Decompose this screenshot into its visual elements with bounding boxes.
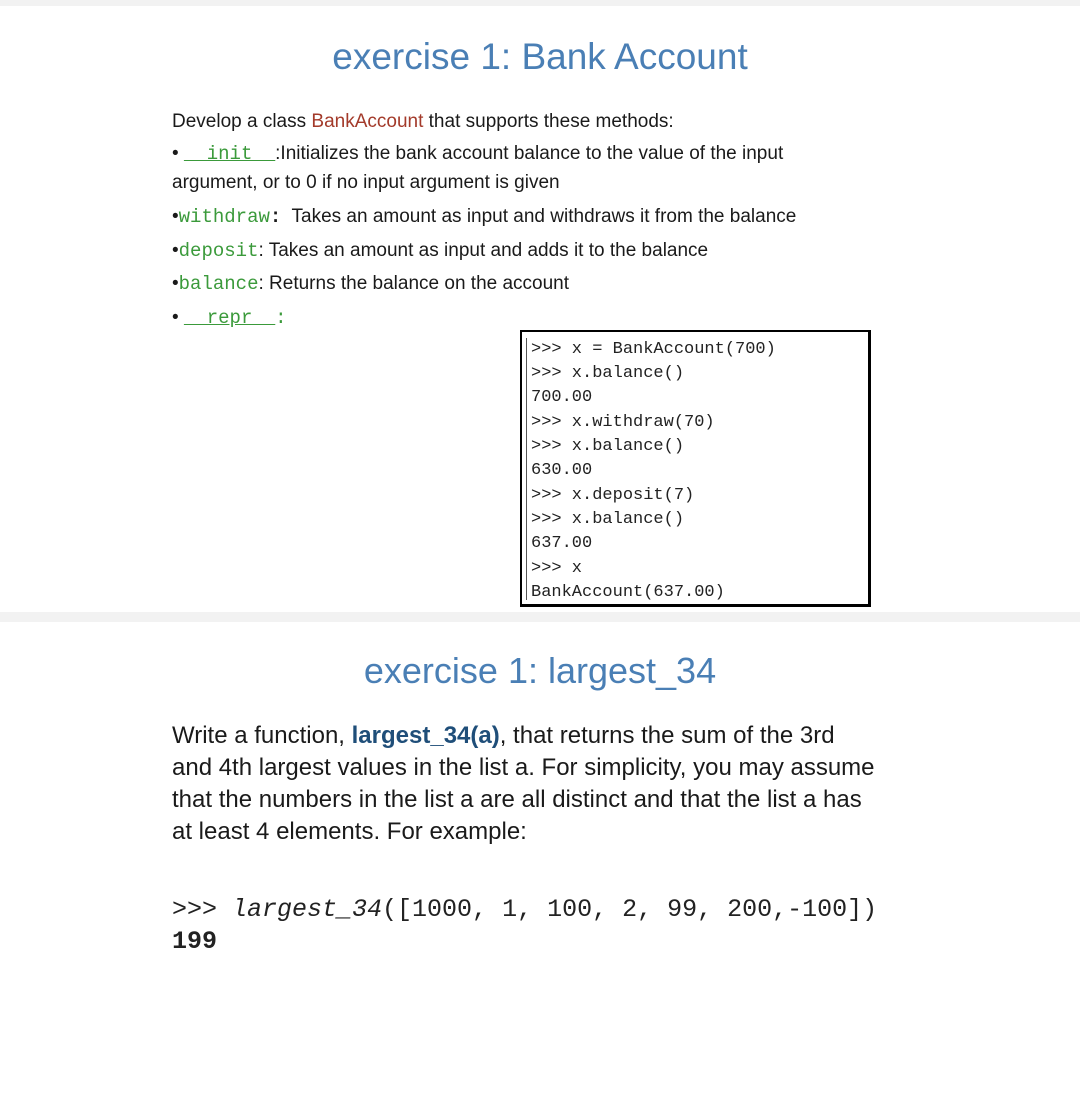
paragraph-line-4: at least 4 elements. For example: [172, 818, 527, 845]
method-desc: Takes an amount as input and adds it to the balance [263, 240, 709, 261]
code-example-inner [526, 338, 868, 600]
slide-title: exercise 1: Bank Account [332, 36, 748, 77]
code-line: 630.00 [531, 461, 593, 480]
para-suffix: , that returns the sum of the 3rd [499, 722, 835, 749]
example-result: 199 [172, 927, 218, 956]
class-name: BankAccount [311, 111, 424, 132]
paragraph-line-3: that the numbers in the list a are all distinct and that the list a has [172, 786, 862, 813]
intro-prefix: Develop a class [172, 111, 312, 132]
code-line: 637.00 [531, 534, 593, 553]
bullet: • [172, 143, 179, 164]
code-line: >>> x.withdraw(70) [531, 413, 715, 432]
method-init [172, 143, 783, 165]
method-desc: :Initializes the bank account balance to the value of the input [275, 143, 784, 164]
code-line: BankAccount(637.00) [531, 583, 725, 602]
code-line: >>> x = BankAccount(700) [531, 340, 776, 359]
example-prompt: >>> [172, 895, 233, 924]
paragraph-line-1 [172, 720, 835, 752]
code-line: >>> x.balance() [531, 364, 685, 383]
example-function: largest_34 [232, 895, 383, 924]
method-withdraw [172, 206, 796, 228]
intro-line [172, 111, 674, 133]
method-name-withdraw: withdraw [178, 206, 270, 228]
slide-bank-account [0, 6, 1080, 612]
code-line: >>> x.balance() [531, 437, 685, 456]
example-call [172, 895, 877, 924]
para-prefix: Write a function, [172, 722, 352, 749]
code-example-box [520, 330, 871, 607]
method-name-deposit: deposit [178, 240, 259, 262]
method-sep: : [258, 273, 264, 294]
bullet: • [172, 206, 179, 227]
example-args: ([1000, 1, 100, 2, 99, 200,-100]) [382, 895, 878, 924]
function-name: largest_34(a) [351, 722, 500, 749]
method-name-balance: balance [178, 273, 259, 295]
method-sep: : [269, 206, 282, 228]
code-line: 700.00 [531, 388, 593, 407]
code-line: >>> x [531, 559, 583, 578]
method-sep: : [258, 240, 264, 261]
method-name-init: __init__ [183, 143, 276, 165]
paragraph-line-2: and 4th largest values in the list a. For simplicity, you may assume [172, 754, 875, 781]
bullet: • [172, 273, 179, 294]
method-sep: : [275, 307, 287, 329]
bullet: • [172, 307, 179, 328]
method-init-continuation: argument, or to 0 if no input argument is given [172, 172, 560, 193]
intro-suffix: that supports these methods: [423, 111, 674, 132]
slide-title: exercise 1: largest_34 [363, 650, 717, 691]
method-repr [172, 307, 287, 329]
slide-largest-34 [0, 622, 1080, 1112]
method-deposit [172, 240, 708, 262]
bullet: • [172, 240, 179, 261]
code-line: >>> x.deposit(7) [531, 486, 695, 505]
code-line: >>> x.balance() [531, 510, 685, 529]
method-name-repr: __repr__ [183, 307, 276, 329]
method-desc: Takes an amount as input and withdraws it from the balance [281, 206, 797, 227]
method-desc: Returns the balance on the account [263, 273, 570, 294]
method-balance [172, 273, 569, 295]
